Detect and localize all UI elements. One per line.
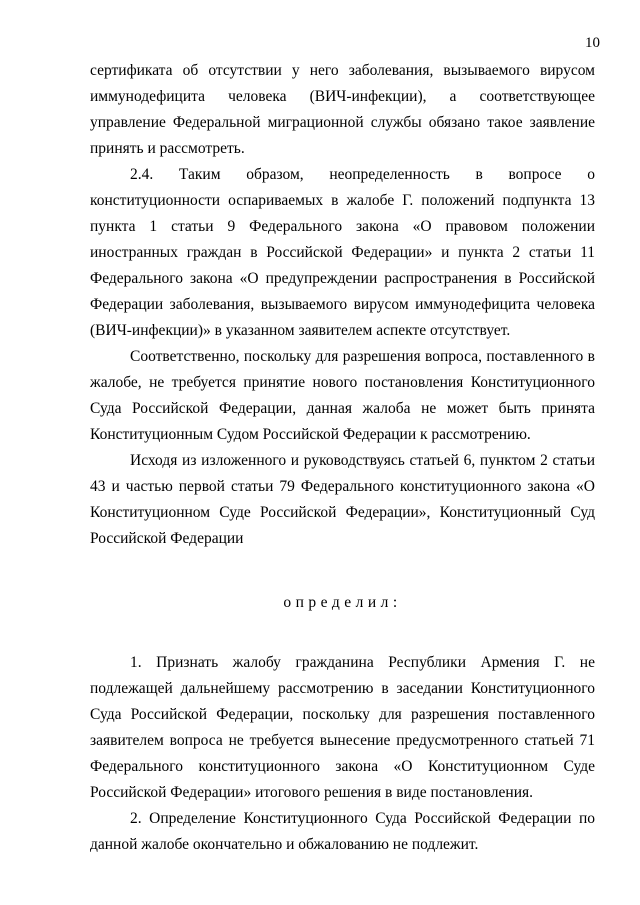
- paragraph-accordingly: Соответственно, поскольку для разрешения вопроса, поставленного в жалобе, не требуется принятие нового постановления Конституционного Суда Российской Федерации, данная жалоба не может быть принята Конституционным Судом Российской Федерации к рассмотрению.: [90, 348, 595, 443]
- resolution-item-1: 1. Признать жалобу гражданина Республики Армения Г. не подлежащей дальнейшему рассмотрению в заседании Конституционного Суда Российской Федерации, поскольку для разрешения поставленного заявителем вопроса не требуется вынесение предусмотренного статьей 71 Федерального конституционного закона «О Конституционном Суде Российской Федерации» итогового решения в виде постановления.: [90, 654, 595, 801]
- document-body: [90, 58, 595, 858]
- paragraph-2-4: 2.4. Таким образом, неопределенность в вопросе о конституционности оспариваемых в жалобе Г. положений подпункта 13 пункта 1 статьи 9 Федерального закона «О правовом положении иностранных граждан в Российской Федерации» и пункта 2 статьи 11 Федерального закона «О предупреждении распространения в Российской Федерации заболевания, вызываемого вирусом иммунодефицита человека (ВИЧ-инфекции)» в указанном заявителем аспекте отсутствует.: [90, 166, 595, 339]
- page-number: 10: [585, 35, 600, 51]
- resolution-item-2: 2. Определение Конституционного Суда Российской Федерации по данной жалобе окончательно и обжалованию не подлежит.: [90, 810, 595, 853]
- ruling-heading: определил:: [283, 594, 402, 611]
- paragraph-continuation: сертификата об отсутствии у него заболевания, вызываемого вирусом иммунодефицита человека (ВИЧ-инфекции), а соответствующее управление Федеральной миграционной службы обязано такое заявление принять и рассмотреть.: [90, 62, 595, 157]
- paragraph-based-on: Исходя из изложенного и руководствуясь статьей 6, пунктом 2 статьи 43 и частью первой статьи 79 Федерального конституционного закона «О Конституционном Суде Российской Федерации», Конституционный Суд Российской Федерации: [90, 452, 595, 547]
